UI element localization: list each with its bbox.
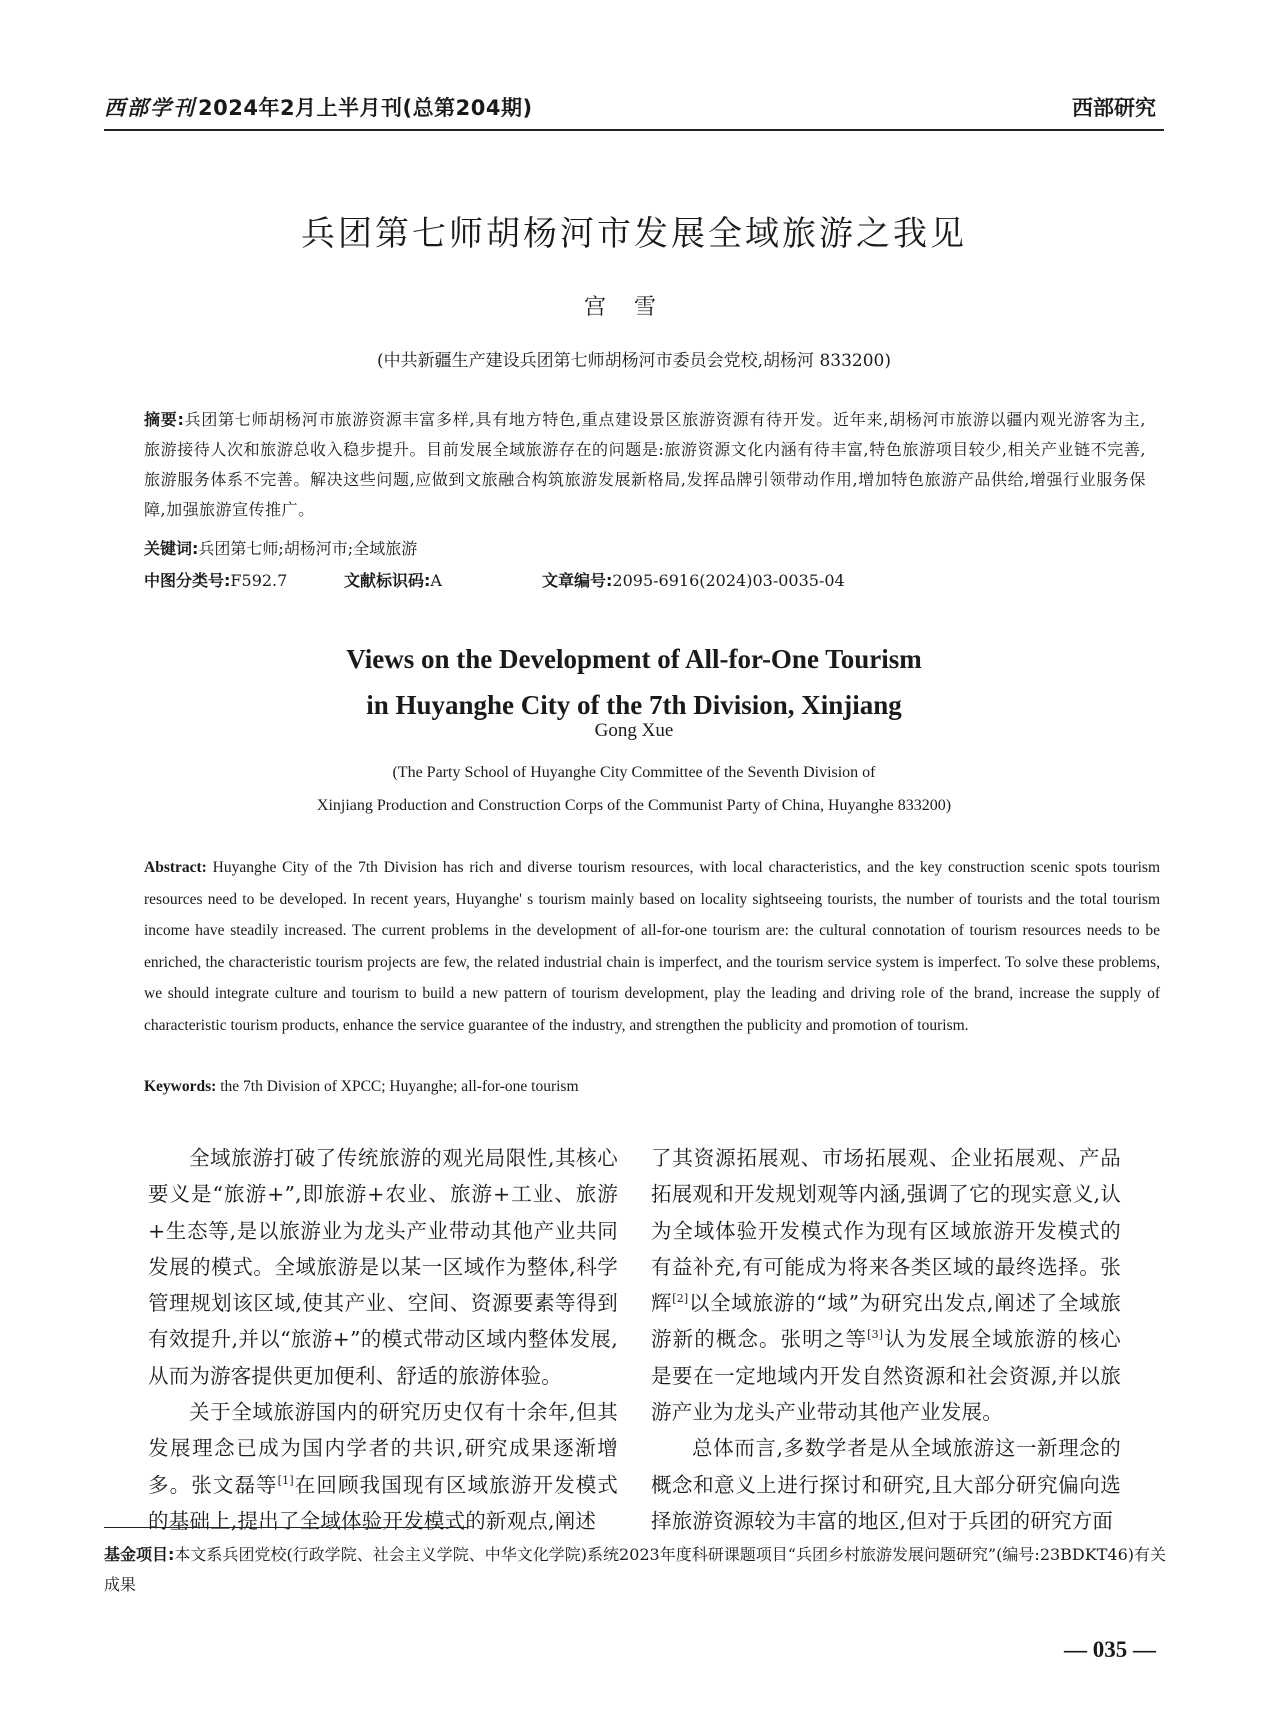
english-title: [0, 636, 1268, 728]
english-abstract-label: Abstract:: [144, 859, 207, 876]
funding-footnote: [104, 1540, 1166, 1600]
body-left-column: [148, 1140, 618, 1539]
body-paragraph: 总体而言,多数学者是从全域旅游这一新理念的概念和意义上进行探讨和研究,且大部分研究偏向选择旅游资源较为丰富的地区,但对于兵团的研究方面: [651, 1436, 1121, 1533]
english-affiliation-line1: (The Party School of Huyanghe City Committee of the Seventh Division of: [392, 764, 876, 781]
citation-ref[interactable]: [2]: [672, 1292, 689, 1306]
chinese-title: 兵团第七师胡杨河市发展全域旅游之我见: [301, 214, 967, 254]
section-name: 西部研究: [1072, 96, 1156, 120]
english-abstract: [144, 852, 1160, 1041]
document-code: 文献标识码:A: [344, 571, 442, 590]
chinese-keywords: [144, 536, 417, 559]
chinese-author: 宫雪: [583, 295, 684, 320]
funding-text: 本文系兵团党校(行政学院、社会主义学院、中华文化学院)系统2023年度科研课题项目“兵团乡村旅游发展问题研究”(编号:23BDKT46)有关成果: [104, 1545, 1166, 1594]
body-paragraph: 了其资源拓展观、市场拓展观、企业拓展观、产品拓展观和开发规划观等内涵,强调了它的现实意义,认为全域体验开发模式作为现有区域旅游开发模式的有益补充,有可能成为将来各类区域的最终选择。张辉[2]以全域旅游的“域”为研究出发点,阐述了全域旅游新的概念。张明之等[3]认为发展全域旅游的核心是要在一定地域内开发自然资源和社会资源,并以旅游产业为龙头产业带动其他产业发展。: [651, 1146, 1122, 1425]
body-right-column: [651, 1140, 1121, 1539]
english-keywords: [144, 1078, 579, 1096]
header-rule: [104, 129, 1164, 131]
english-keywords-label: Keywords:: [144, 1078, 217, 1095]
journal-header: [104, 92, 533, 122]
english-affiliation-line2: Xinjiang Production and Construction Corps of the Communist Party of China, Huyanghe 833200): [316, 797, 952, 814]
citation-ref[interactable]: [3]: [867, 1328, 884, 1342]
citation-ref[interactable]: [1]: [277, 1473, 294, 1487]
keywords-label: 关键词:: [144, 539, 199, 558]
english-keywords-text: the 7th Division of XPCC; Huyanghe; all-for-one tourism: [220, 1078, 579, 1095]
english-title-line1: Views on the Development of All-for-One Tourism: [346, 644, 922, 674]
article-number: 文章编号:2095-6916(2024)03-0035-04: [542, 571, 845, 590]
english-title-line2: in Huyanghe City of the 7th Division, Xinjiang: [366, 690, 902, 720]
clc-code: 中图分类号:F592.7: [144, 571, 288, 590]
issue-info: 2024年2月上半月刊(总第204期): [198, 96, 533, 120]
chinese-affiliation: (中共新疆生产建设兵团第七师胡杨河市委员会党校,胡杨河 833200): [377, 351, 891, 371]
body-paragraph: 全域旅游打破了传统旅游的观光局限性,其核心要义是“旅游+”,即旅游+农业、旅游+工业、旅游+生态等,是以旅游业为龙头产业带动其他产业共同发展的模式。全域旅游是以某一区域作为整体,科学管理规划该区域,使其产业、空间、资源要素等得到有效提升,并以“旅游+”的模式带动区域内整体发展,从而为游客提供更加便利、舒适的旅游体验。: [148, 1146, 618, 1388]
body-paragraph: 关于全域旅游国内的研究历史仅有十余年,但其发展理念已成为国内学者的共识,研究成果逐渐增多。张文磊等[1]在回顾我国现有区域旅游开发模式的基础上,提出了全域体验开发模式的新观点,阐述: [148, 1400, 619, 1533]
page-number: — 035 —: [1064, 1637, 1156, 1662]
funding-label: 基金项目:: [104, 1545, 175, 1564]
english-affiliation: [0, 756, 1268, 822]
english-author: Gong Xue: [594, 720, 674, 741]
abstract-text: 兵团第七师胡杨河市旅游资源丰富多样,具有地方特色,重点建设景区旅游资源有待开发。近年来,胡杨河市旅游以疆内观光游客为主,旅游接待人次和旅游总收入稳步提升。目前发展全域旅游存在的问题是:旅游资源文化内涵有待丰富,特色旅游项目较少,相关产业链不完善,旅游服务体系不完善。解决这些问题,应做到文旅融合构筑旅游发展新格局,发挥品牌引领带动作用,增加特色旅游产品供给,增强行业服务保障,加强旅游宣传推广。: [144, 410, 1146, 519]
keywords-text: 兵团第七师;胡杨河市;全域旅游: [198, 539, 418, 558]
journal-logo: 西部学刊: [104, 95, 196, 120]
chinese-abstract: [144, 405, 1146, 525]
abstract-label: 摘要:: [144, 410, 185, 429]
footnote-rule: [104, 1527, 468, 1528]
english-abstract-text: Huyanghe City of the 7th Division has rich and diverse tourism resources, with local characteristics, and the key construction scenic spots tourism resources need to be developed. In recent years, Huyanghe' s tourism mainly based on locality sightseeing tourists, the number of tourists and the total tourism income have steadily increased. The current problems in the development of all-for-one tourism are: the cultural connotation of tourism resources needs to be enriched, the characteristic tourism projects are few, the related industrial chain is imperfect, and the tourism service system is imperfect. To solve these problems, we should integrate culture and tourism to build a new pattern of tourism development, play the leading and driving role of the brand, increase the supply of characteristic tourism products, enhance the service guarantee of the industry, and strengthen the publicity and promotion of tourism.: [144, 859, 1161, 1034]
